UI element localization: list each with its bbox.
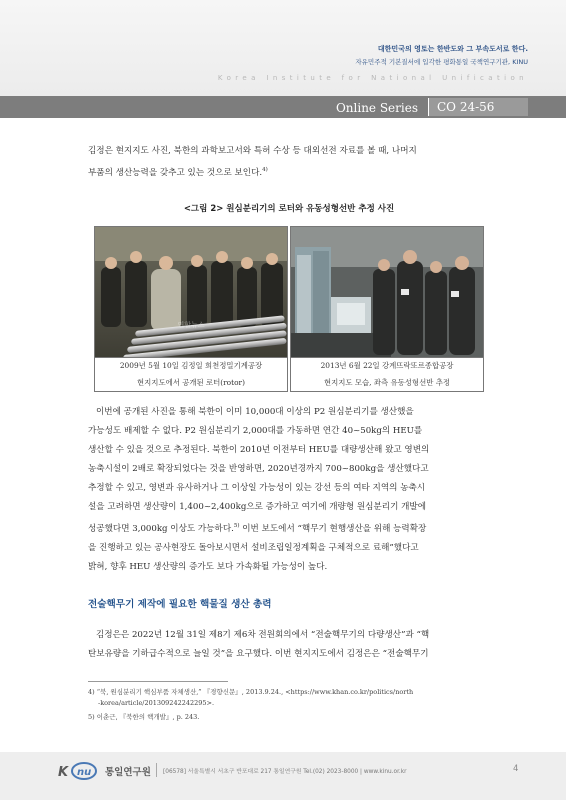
series-label: Online Series	[335, 101, 418, 115]
svg-text:K: K	[58, 765, 69, 780]
caption-left-line1: 2009년 5월 10일 김정일 희천정밀기계공장	[119, 361, 263, 370]
footnote-ref-4[interactable]: 4)	[262, 167, 268, 173]
footnote-4-line1[interactable]: 4) “북, 원심분리기 핵심부품 자체생산,” 『경향신문』, 2013.9.24., <https://www.khan.co.kr/politics/north	[88, 688, 414, 696]
institute-english-name: Korea Institute for National Unification	[217, 74, 528, 82]
photo-rotor	[94, 226, 288, 358]
p2-line-9: 밝혀, 향후 HEU 생산량의 증가도 보다 가속화될 가능성이 높다.	[88, 561, 328, 572]
p2-line-3: 생산할 수 있을 것으로 추정된다. 북한이 2010년 이전부터 HEU를 대량생산해 왔고 영변의	[88, 445, 430, 455]
header-slogan-line1: 대한민국의 영토는 한반도와 그 부속도서로 한다.	[377, 45, 528, 53]
p2-line-8: 을 진행하고 있는 공사현장도 돌아보시면서 설비조립일정계획을 구체적으로 료해”했다고	[88, 542, 419, 553]
intro-line-1: 김정은 현지지도 사진, 북한의 과학보고서와 특허 수상 등 대외선전 자료를 볼 때, 나머지	[88, 146, 417, 156]
logo-name: 통일연구원	[105, 767, 151, 778]
footnote-divider	[88, 681, 228, 682]
caption-right-line2: 현지지도 모습, 좌측 유동성형선반 추정	[324, 378, 450, 387]
body-paragraph-2	[88, 403, 490, 577]
caption-left	[94, 356, 288, 392]
svg-text:nu: nu	[77, 767, 92, 778]
photo-lathe-image	[291, 227, 483, 357]
p2-line-6: 설을 고려하면 생산량이 1,400~2,400kg으로 증가하고 여기에 개량형 원심분리기 개발에	[88, 502, 427, 512]
p2-line-4: 농축시설이 2배로 확장되었다는 것을 반영하면, 2020년경까지 700~800kg을 생산했다고	[88, 464, 429, 474]
footnote-ref-5[interactable]: 5)	[233, 523, 240, 529]
caption-left-line2: 현지지도에서 공개된 로터(rotor)	[137, 378, 245, 387]
p3-line-1: 김정은은 2022년 12월 31일 제8기 제6차 전원회의에서 “전술핵무기의 다량생산”과 “핵	[96, 630, 430, 640]
footnote-5: 5) 이춘근, 『북한의 핵개발』, p. 243.	[88, 713, 200, 721]
p2-line-2: 가능성도 배제할 수 없다. P2 원심분리기 2,000대를 가동하면 연간 40~50kg의 HEU를	[88, 426, 423, 436]
photo-flow-forming-lathe	[290, 226, 484, 358]
p3-line-2: 탄보유량을 기하급수적으로 늘일 것”을 요구했다. 이번 현지지도에서 김정은은 “전술핵무기	[88, 649, 429, 659]
photo-rotor-image	[95, 227, 287, 357]
series-code: CO 24-56	[428, 98, 528, 116]
p2-line-1: 이번에 공개된 사진을 통해 북한이 이미 10,000대 이상의 P2 원심분리기를 생산했을	[96, 407, 414, 417]
header-slogan-line2: 자유민주적 기본질서에 입각한 평화통일 국책연구기관, KINU	[355, 58, 528, 66]
figure-title: <그림 2> 원심분리기의 로터와 유동성형선반 추정 사진	[183, 204, 395, 214]
caption-right-line1: 2013년 6월 22일 강계뜨락또르종합공장	[320, 361, 454, 370]
intro-paragraph	[88, 142, 490, 183]
caption-right	[290, 356, 484, 392]
footer-separator	[156, 763, 157, 777]
photo-watermark: 연합뉴스	[177, 321, 205, 329]
kinu-logo-icon	[58, 762, 102, 780]
footnote-4	[88, 687, 490, 709]
p2-line-5: 추정할 수 있고, 영변과 유사하거나 그 이상일 가능성이 있는 강선 등의 여타 지역의 농축시	[88, 483, 426, 493]
body-paragraph-3	[88, 626, 490, 664]
intro-line-2: 부품의 생산능력을 갖추고 있는 것으로 보인다.	[88, 167, 263, 178]
section-title: 전술핵무기 제작에 필요한 핵물질 생산 총력	[88, 599, 272, 610]
page-number: 4	[513, 764, 519, 774]
p2-line-7b: 이번 보도에서 “핵무기 현행생산을 위해 능력확장	[239, 523, 427, 534]
p2-line-7a: 성공했다면 3,000kg 이상도 가능하다.	[88, 523, 234, 534]
footer-address: [06578] 서울특별시 서초구 반포대로 217 통일연구원 Tel.(02) 2023-8000 | www.kinu.or.kr	[163, 769, 407, 775]
footnote-4-line2[interactable]: -korea/article/201309242242295>.	[98, 699, 215, 707]
